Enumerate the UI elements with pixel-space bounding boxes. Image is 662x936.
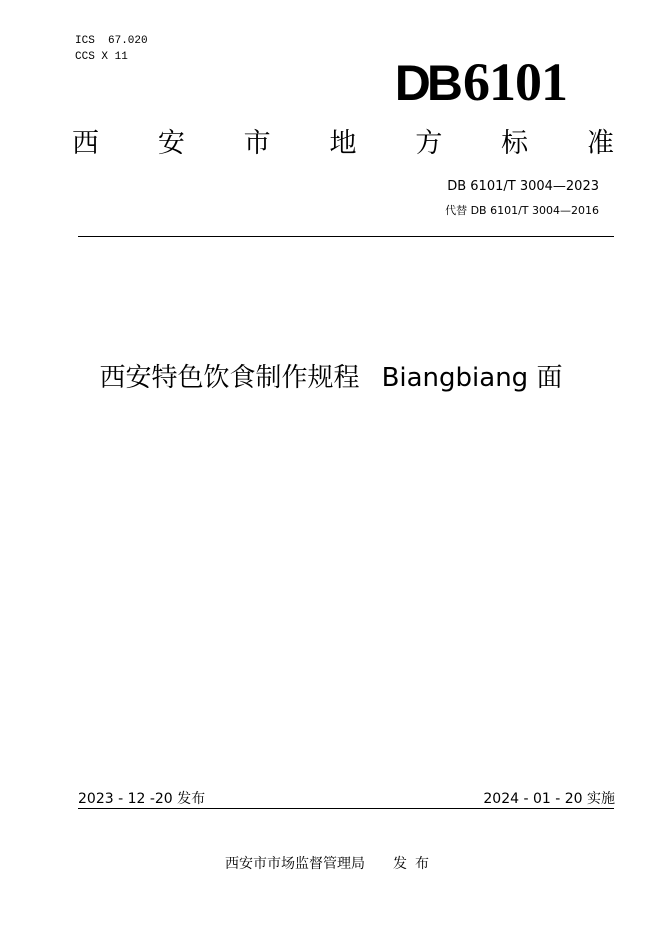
document-title	[0, 360, 662, 396]
logo-number: 6101	[463, 52, 567, 112]
standard-type-char: 方	[415, 128, 443, 159]
issuer-line	[0, 853, 662, 873]
standard-type-heading	[72, 126, 614, 162]
publish-date: 2023 - 12 -20 发布	[78, 791, 206, 807]
standard-type-char: 地	[329, 128, 357, 159]
issuer-action: 发布	[393, 856, 437, 872]
replaces-code: 代替 DB 6101/T 3004—2016	[445, 204, 599, 217]
title-chinese: 西安特色饮食制作规程	[99, 363, 360, 393]
bottom-divider	[78, 808, 614, 809]
standard-type-char: 安	[157, 128, 185, 159]
top-divider	[78, 236, 614, 237]
issuer-name: 西安市市场监督管理局	[225, 856, 365, 872]
title-latin: Biangbiang 面	[381, 363, 563, 393]
standard-code: DB 6101/T 3004—2023	[447, 179, 599, 194]
standard-logo	[395, 52, 567, 113]
standard-type-char: 市	[243, 128, 271, 159]
ccs-code: CCS X 11	[75, 51, 128, 63]
standard-type-char: 准	[586, 128, 614, 159]
ics-code: ICS 67.020	[75, 35, 148, 47]
classification-codes	[75, 33, 148, 65]
logo-prefix: DB	[394, 55, 459, 111]
implementation-date: 2024 - 01 - 20 实施	[483, 791, 615, 807]
standard-type-char: 标	[501, 128, 529, 159]
standard-type-char: 西	[72, 128, 99, 159]
